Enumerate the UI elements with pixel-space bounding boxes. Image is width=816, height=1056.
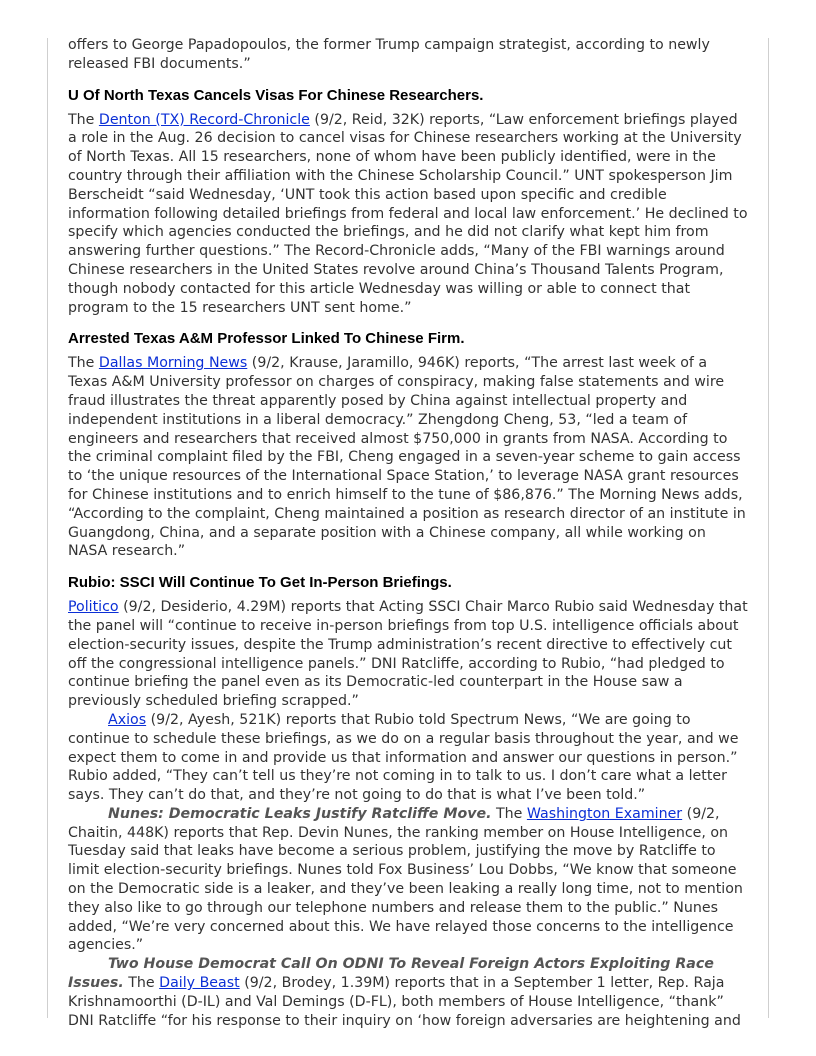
subheadline-nunes: Nunes: Democratic Leaks Justify Ratcliffe Move.	[108, 805, 492, 822]
article-paragraph: The Dallas Morning News (9/2, Krause, Jaramillo, 946K) reports, “The arrest last week of a Texas A&M University professor on charges of conspiracy, making false statements and wire fraud illustrates the threat apparently posed by China against intellectual property and independent institutions in a liberal democracy.” Zhengdong Cheng, 53, “led a team of engineers and researchers that received almost $750,000 in grants from NASA. According to the criminal complaint filed by the FBI, Cheng engaged in a seven-year scheme to gain access to ‘the unique resources of the International Space Station,’ to leverage NASA grant resources for Chinese institutions and to enrich himself to the tune of $86,876.” The Morning News adds, “According to the complaint, Cheng maintained a position as research director of an institute in Guangdong, China, and a separate position with a Chinese company, all while working on NASA research.”	[68, 355, 746, 560]
article-paragraph: Politico (9/2, Desiderio, 4.29M) reports that Acting SSCI Chair Marco Rubio said Wednesday that the panel will “continue to receive in-person briefings from top U.S. intelligence officials about election-security issues, despite the Trump administration’s recent directive to effectively cut off the congressional intelligence panels.” DNI Ratcliffe, according to Rubio, “had pledged to continue briefing the panel even as its Democratic-led counterpart in the House saw a previously scheduled briefing scrapped.”	[68, 599, 748, 710]
article-paragraph: Nunes: Democratic Leaks Justify Ratcliffe Move. The Washington Examiner (9/2, Chaitin, 448K) reports that Rep. Devin Nunes, the ranking member on House Intelligence, on Tuesday said that leaks have become a serious problem, justifying the move by Ratcliffe to limit election-security briefings. Nunes told Fox Business’ Lou Dobbs, “We know that someone on the Democratic side is a leaker, and they’ve been leaking a really long time, not to mention they also like to go through our telephone numbers and release them to the public.” Nunes added, “We’re very concerned about this. We have relayed those concerns to the intelligence agencies.”	[68, 805, 743, 954]
intro-text: offers to George Papadopoulos, the former Trump campaign strategist, according to newly released FBI documents.”	[68, 37, 710, 72]
headline-texas-am-professor: Arrested Texas A&M Professor Linked To Chinese Firm.	[68, 330, 465, 348]
article-paragraph: Two House Democrat Call On ODNI To Reveal Foreign Actors Exploiting Race Issues. The Daily Beast (9/2, Brodey, 1.39M) reports that in a September 1 letter, Rep. Raja Krishnamoorthi (D-IL) and Val Demings (D-FL), both members of House Intelligence, “thank” DNI Ratcliffe “for his response to their inquiry on ‘how foreign adversaries are heightening and	[68, 956, 741, 1029]
subheadline-house-democrats: Two House Democrat Call On ODNI To Reveal Foreign Actors Exploiting Race Issues.	[68, 956, 714, 992]
headline-unt-visas: U Of North Texas Cancels Visas For Chinese Researchers.	[68, 86, 484, 104]
link-dallas-morning-news[interactable]: Dallas Morning News	[98, 355, 248, 372]
right-margin-rule	[768, 38, 769, 1018]
headline-rubio-ssci: Rubio: SSCI Will Continue To Get In-Person Briefings.	[68, 574, 452, 592]
link-politico[interactable]: Politico	[68, 599, 119, 616]
document-body	[68, 36, 748, 1030]
link-denton-record-chronicle[interactable]: Denton (TX) Record-Chronicle	[98, 111, 310, 128]
link-washington-examiner[interactable]: Washington Examiner	[526, 805, 683, 822]
intro-paragraph	[68, 36, 748, 74]
link-daily-beast[interactable]: Daily Beast	[159, 975, 240, 992]
article-paragraph: Axios (9/2, Ayesh, 521K) reports that Rubio told Spectrum News, “We are going to continue to schedule these briefings, as we do on a regular basis throughout the year, and we expect them to come in and provide us that information and answer our questions in person.” Rubio added, “They can’t tell us they’re not coming in to talk to us. I don’t care what a letter says. They can’t do that, and they’re not going to do that is what I’ve been told.”	[68, 711, 739, 804]
left-margin-rule	[47, 38, 48, 1018]
link-axios[interactable]: Axios	[108, 711, 147, 728]
article-paragraph: The Denton (TX) Record-Chronicle (9/2, Reid, 32K) reports, “Law enforcement briefings played a role in the Aug. 26 decision to cancel visas for Chinese researchers working at the University of North Texas. All 15 researchers, none of whom have been publicly identified, were in the country through their affiliation with the Chinese Scholarship Council.” UNT spokesperson Jim Berscheidt “said Wednesday, ‘UNT took this action based upon specific and credible information following detailed briefings from federal and local law enforcement.’ He declined to specify which agencies conducted the briefings, and he did not clarify what kept him from answering further questions.” The Record-Chronicle adds, “Many of the FBI warnings around Chinese researchers in the United States revolve around China’s Thousand Talents Program, though nobody contacted for this article Wednesday was willing or able to connect that program to the 15 researchers UNT sent home.”	[68, 111, 748, 316]
